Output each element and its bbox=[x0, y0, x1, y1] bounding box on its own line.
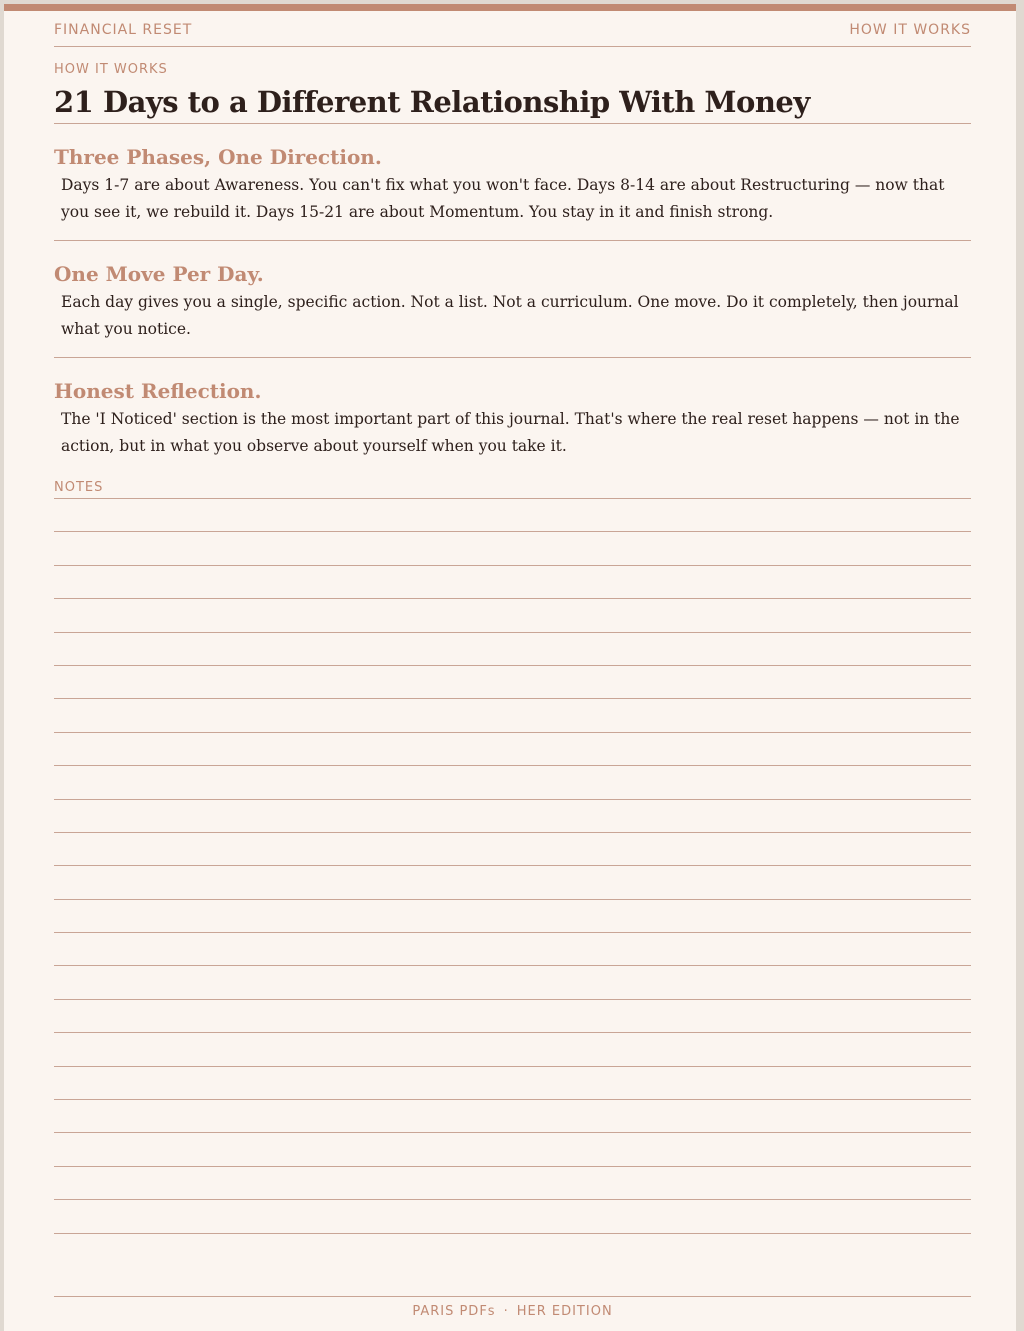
note-line[interactable] bbox=[54, 1200, 971, 1233]
footer-edition: HER EDITION bbox=[516, 1304, 613, 1319]
note-line[interactable] bbox=[54, 699, 971, 732]
note-line[interactable] bbox=[54, 833, 971, 866]
note-line[interactable] bbox=[54, 532, 971, 565]
running-header bbox=[54, 11, 971, 47]
note-line[interactable] bbox=[54, 566, 971, 599]
section-heading: Three Phases, One Direction. bbox=[54, 145, 382, 169]
header-right: HOW IT WORKS bbox=[849, 21, 971, 38]
section-body: Days 1-7 are about Awareness. You can't fix what you won't face. Days 8-14 are about Restructuring — now that you see it, we rebuild it. Days 15-21 are about Momentum. You stay in it and finish strong. bbox=[61, 176, 945, 221]
section-body: The 'I Noticed' section is the most important part of this journal. That's where the real reset happens — not in the action, but in what you observe about yourself when you take it. bbox=[61, 410, 960, 455]
page-footer bbox=[54, 1296, 971, 1319]
note-line[interactable] bbox=[54, 1167, 971, 1200]
note-line[interactable] bbox=[54, 766, 971, 799]
note-line[interactable] bbox=[54, 866, 971, 899]
note-line[interactable] bbox=[54, 599, 971, 632]
note-line[interactable] bbox=[54, 633, 971, 666]
note-line[interactable] bbox=[54, 499, 971, 532]
section-heading: One Move Per Day. bbox=[54, 262, 264, 286]
note-line[interactable] bbox=[54, 1133, 971, 1166]
section-honest-reflection bbox=[54, 378, 971, 470]
note-line[interactable] bbox=[54, 733, 971, 766]
note-line[interactable] bbox=[54, 1033, 971, 1066]
section-heading: Honest Reflection. bbox=[54, 379, 262, 403]
note-line[interactable] bbox=[54, 1100, 971, 1133]
footer-separator: · bbox=[503, 1304, 509, 1319]
note-line[interactable] bbox=[54, 1000, 971, 1033]
header-left: FINANCIAL RESET bbox=[54, 21, 193, 38]
section-three-phases bbox=[54, 144, 971, 241]
note-line[interactable] bbox=[54, 1067, 971, 1100]
note-line[interactable] bbox=[54, 900, 971, 933]
footer-brand: PARIS PDFs bbox=[412, 1304, 496, 1319]
note-line[interactable] bbox=[54, 666, 971, 699]
notes-writing-area[interactable] bbox=[54, 499, 971, 1234]
section-body: Each day gives you a single, specific action. Not a list. Not a curriculum. One move. Do it completely, then journal what you notice. bbox=[61, 293, 959, 338]
section-eyebrow: HOW IT WORKS bbox=[54, 62, 168, 77]
page-content bbox=[54, 11, 971, 1331]
section-one-move bbox=[54, 261, 971, 358]
note-line[interactable] bbox=[54, 966, 971, 999]
notes-label: NOTES bbox=[54, 480, 971, 499]
note-line[interactable] bbox=[54, 800, 971, 833]
journal-page bbox=[4, 4, 1016, 1331]
page-title: 21 Days to a Different Relationship With Money bbox=[54, 83, 971, 124]
note-line[interactable] bbox=[54, 933, 971, 966]
